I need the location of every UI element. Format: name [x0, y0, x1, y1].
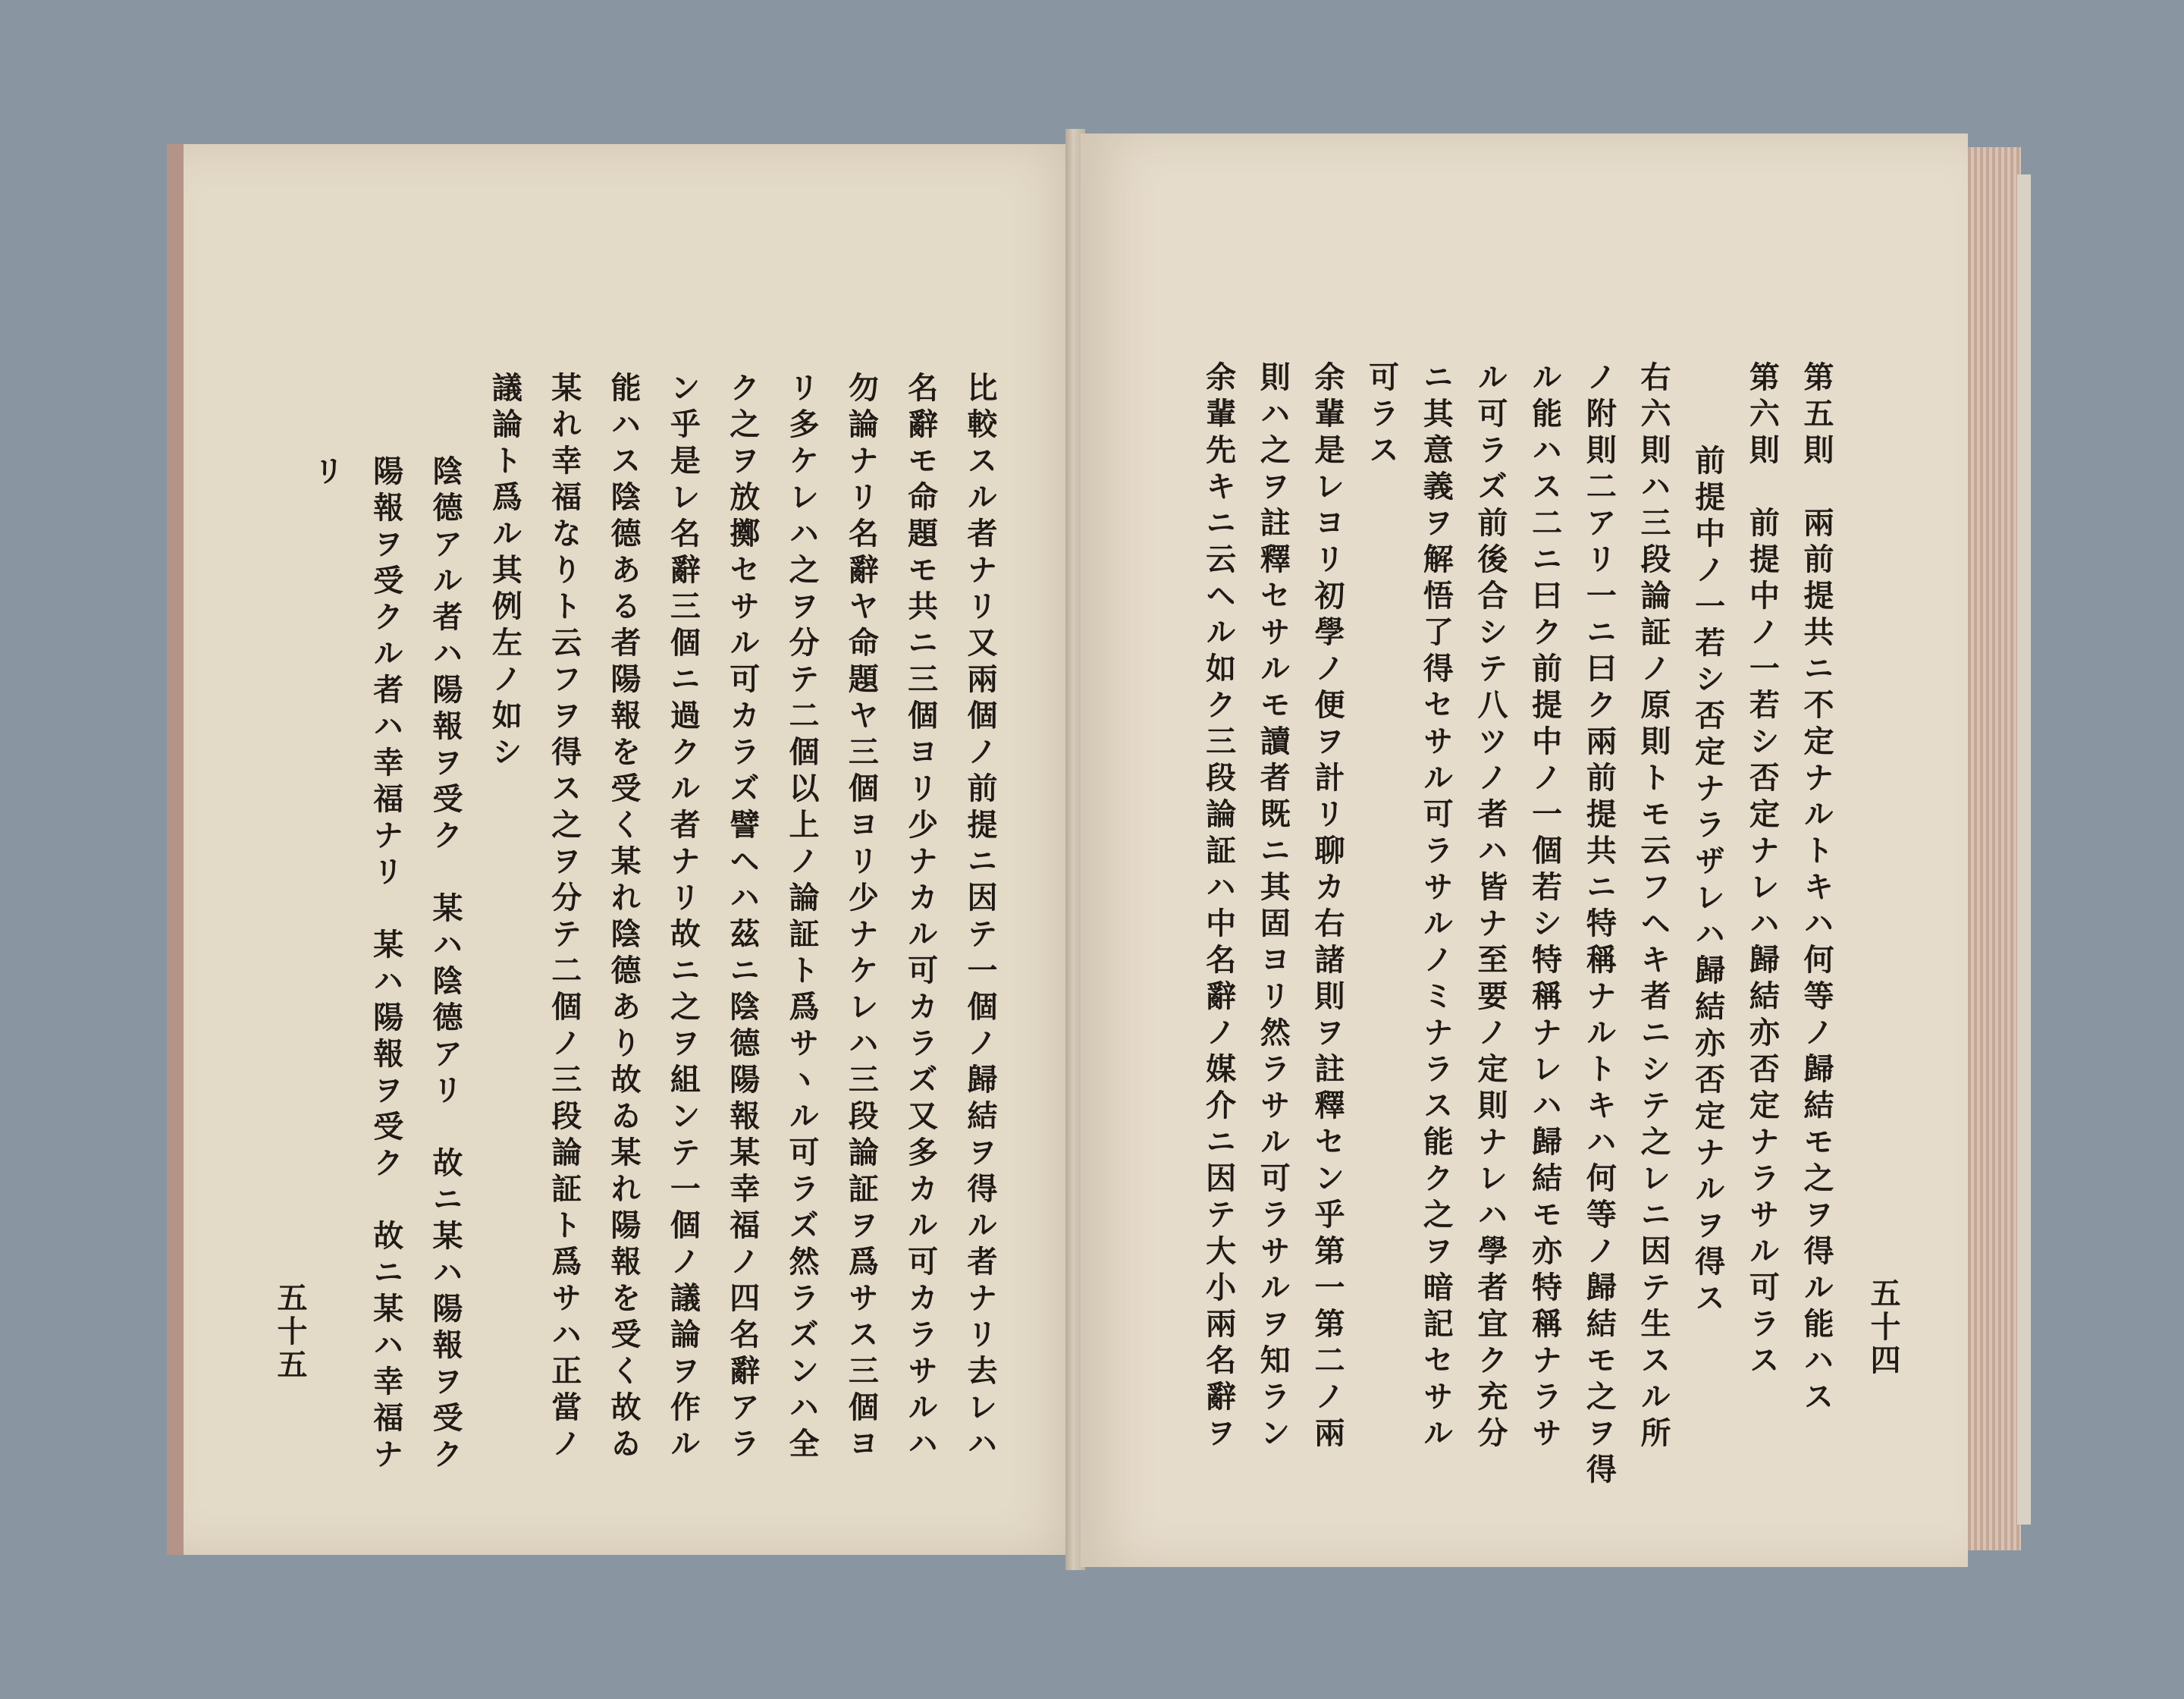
- text-column: 右六則ハ三段論証ノ原則トモ云フヘキ者ニシテ之レニ因テ生スル所: [1635, 361, 1671, 1453]
- text-column: ク之ヲ放擲セサル可カラズ譬ヘハ茲ニ陰德陽報某幸福ノ四名辭アラ: [724, 372, 761, 1464]
- text-column: 余輩先キニ云ヘル如ク三段論証ハ中名辭ノ媒介ニ因テ大小兩名辭ヲ: [1200, 361, 1237, 1453]
- text-column: 名辭モ命題モ共ニ三個ヨリ少ナカル可カラズ又多カル可カラサルハ: [902, 372, 939, 1464]
- page-tabs: [2017, 174, 2031, 1525]
- text-column: ン乎是レ名辭三個ニ過クル者ナリ故ニ之ヲ組ンテ一個ノ議論ヲ作ル: [665, 372, 701, 1464]
- open-book: [167, 129, 2032, 1570]
- page-number: 五十四: [1866, 1277, 1901, 1377]
- text-column: 第六則 前提中ノ一若シ否定ナレハ歸結亦否定ナラサル可ラス: [1744, 361, 1781, 1380]
- page-block-edge: [1968, 147, 2021, 1550]
- text-column: 陽報ヲ受クル者ハ幸福ナリ 某ハ陽報ヲ受ク 故ニ某ハ幸福ナ: [368, 455, 404, 1474]
- text-column: 勿論ナリ名辭ヤ命題ヤ三個ヨリ少ナケレハ三段論証ヲ爲サス三個ヨ: [843, 372, 880, 1464]
- text-column: ニ其意義ヲ解悟了得セサル可ラサルノミナラス能ク之ヲ暗記セサル: [1418, 361, 1454, 1453]
- text-column: 比較スル者ナリ又兩個ノ前提ニ因テ一個ノ歸結ヲ得ル者ナリ去レハ: [962, 372, 998, 1464]
- text-column: 則ハ之ヲ註釋セサルモ讀者既ニ其固ヨリ然ラサル可ラサルヲ知ラン: [1255, 361, 1291, 1453]
- left-page-columns: [297, 372, 1010, 1600]
- text-column: ル可ラズ前後合シテ八ツノ者ハ皆ナ至要ノ定則ナレハ學者宜ク充分: [1472, 361, 1508, 1453]
- text-column: 議論ト爲ル其例左ノ如シ: [487, 372, 523, 772]
- text-column: ル能ハス二ニ曰ク前提中ノ一個若シ特稱ナレハ歸結モ亦特稱ナラサ: [1527, 361, 1563, 1453]
- text-column: 前提中ノ一若シ否定ナラザレハ歸結亦否定ナルヲ得ス: [1690, 444, 1726, 1318]
- page-number: 五十五: [272, 1282, 308, 1382]
- text-column: リ多ケレハ之ヲ分テ二個以上ノ論証ト爲サヽル可ラズ然ラズンハ全: [784, 372, 821, 1464]
- text-column: ノ附則二アリ一ニ曰ク兩前提共ニ特稱ナルトキハ何等ノ歸結モ之ヲ得: [1581, 361, 1618, 1490]
- text-column: 能ハス陰德ある者陽報を受く某れ陰德あり故ゐ某れ陽報を受く故ゐ: [606, 372, 642, 1464]
- right-page-columns: [1194, 361, 1847, 1590]
- text-column: 陰德アル者ハ陽報ヲ受ク 某ハ陰德アリ 故ニ某ハ陽報ヲ受ク: [428, 455, 464, 1474]
- text-column: 余輩是レヨリ初學ノ便ヲ計リ聊カ右諸則ヲ註釋セン乎第一第二ノ兩: [1309, 361, 1345, 1453]
- text-column: リ: [309, 455, 345, 491]
- text-column: 可ラス: [1363, 361, 1400, 470]
- text-column: 第五則 兩前提共ニ不定ナルトキハ何等ノ歸結モ之ヲ得ル能ハス: [1799, 361, 1834, 1417]
- left-page: [167, 144, 1086, 1555]
- right-page: [1081, 133, 1968, 1567]
- text-column: 某れ幸福なりト云フヲ得ス之ヲ分テ二個ノ三段論証ト爲サハ正當ノ: [546, 372, 582, 1464]
